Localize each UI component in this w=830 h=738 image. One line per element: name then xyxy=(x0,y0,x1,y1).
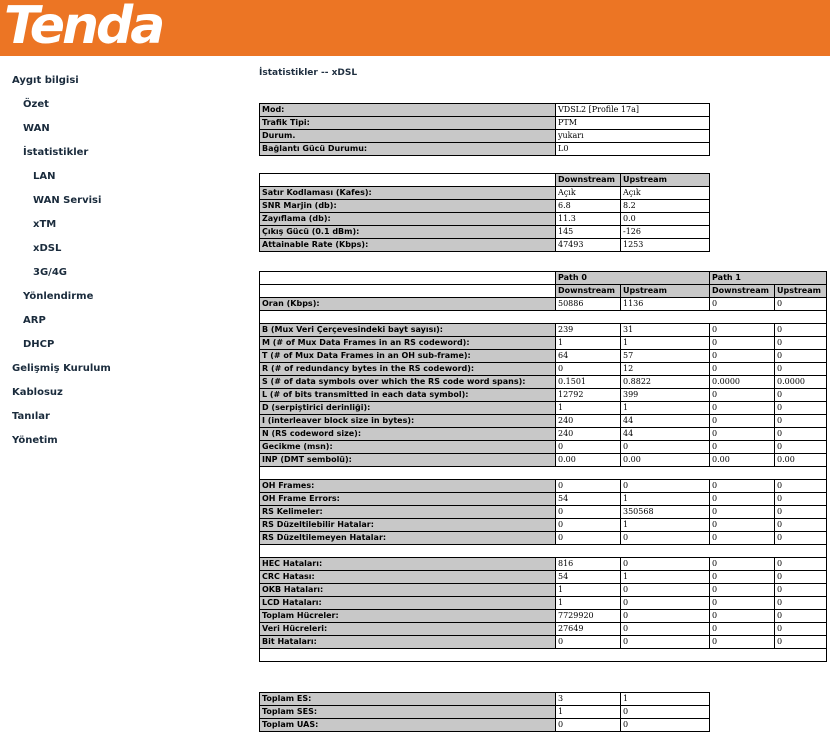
status-value: yukarı xyxy=(556,130,710,143)
stat-value: 57 xyxy=(621,350,710,363)
link-power-label: Bağlantı Gücü Durumu: xyxy=(260,143,556,156)
framing-rows xyxy=(260,324,827,467)
stat-label: CRC Hatası: xyxy=(260,571,556,584)
path0-upstream-header: Upstream xyxy=(621,285,710,298)
stat-value: 0 xyxy=(556,532,621,545)
stat-value: 0 xyxy=(710,571,775,584)
nav-wan[interactable]: WAN xyxy=(23,123,50,134)
tenda-logo[interactable]: Tenda xyxy=(4,0,163,56)
line-row-up: Açık xyxy=(621,187,710,200)
stat-value: 0.0000 xyxy=(775,376,827,389)
stat-label: LCD Hataları: xyxy=(260,597,556,610)
stat-value: 0 xyxy=(710,389,775,402)
main-content xyxy=(210,56,830,738)
stat-label: I (interleaver block size in bytes): xyxy=(260,415,556,428)
stat-value: 240 xyxy=(556,415,621,428)
oh-rows xyxy=(260,480,827,545)
line-row-down: 145 xyxy=(556,226,621,239)
nav-stats-xdsl[interactable]: xDSL xyxy=(33,243,62,254)
stat-label: R (# of redundancy bytes in the RS codeword): xyxy=(260,363,556,376)
line-row-down: 47493 xyxy=(556,239,621,252)
mode-label: Mod: xyxy=(260,104,556,117)
general-table xyxy=(259,103,710,156)
stat-value: 54 xyxy=(556,493,621,506)
totals-table xyxy=(259,692,710,732)
stat-label: HEC Hataları: xyxy=(260,558,556,571)
stat-value: 0 xyxy=(710,597,775,610)
stat-value: 1 xyxy=(621,519,710,532)
stat-value: 0 xyxy=(775,350,827,363)
stat-value: 0 xyxy=(775,337,827,350)
nav-wireless[interactable]: Kablosuz xyxy=(12,387,63,398)
path-stats-table xyxy=(259,271,827,662)
sidebar-nav xyxy=(0,56,210,738)
traffic-type-label: Trafik Tipi: xyxy=(260,117,556,130)
path1-downstream-header: Downstream xyxy=(710,285,775,298)
nav-routing[interactable]: Yönlendirme xyxy=(23,291,94,302)
stat-value: 0 xyxy=(621,623,710,636)
stat-value: 0 xyxy=(556,506,621,519)
nav-device-info[interactable]: Aygıt bilgisi xyxy=(12,75,79,86)
stat-value: 0 xyxy=(710,363,775,376)
stat-value: 0 xyxy=(775,363,827,376)
stat-value: 0 xyxy=(775,636,827,649)
stat-value: 0 xyxy=(621,597,710,610)
stat-value: 0 xyxy=(710,324,775,337)
line-row-down: Açık xyxy=(556,187,621,200)
stat-value: 0 xyxy=(775,415,827,428)
stat-value: 0.00 xyxy=(775,454,827,467)
stat-label: Bit Hataları: xyxy=(260,636,556,649)
stat-value: 0 xyxy=(556,363,621,376)
line-row-label: Attainable Rate (Kbps): xyxy=(260,239,556,252)
stat-value: 0 xyxy=(710,610,775,623)
path1-upstream-header: Upstream xyxy=(775,285,827,298)
stat-label: RS Düzeltilemeyen Hatalar: xyxy=(260,532,556,545)
stat-value: 0 xyxy=(775,623,827,636)
traffic-type-value: PTM xyxy=(556,117,710,130)
total-label: Toplam SES: xyxy=(260,706,556,719)
stat-value: 0 xyxy=(775,428,827,441)
path0-header: Path 0 xyxy=(556,272,710,285)
stat-value: 0 xyxy=(775,506,827,519)
nav-stats-xtm[interactable]: xTM xyxy=(33,219,57,230)
stat-value: 1 xyxy=(621,402,710,415)
stat-label: M (# of Mux Data Frames in an RS codeword): xyxy=(260,337,556,350)
stat-label: Toplam Hücreler: xyxy=(260,610,556,623)
stat-value: 0 xyxy=(775,571,827,584)
line-row-up: 8.2 xyxy=(621,200,710,213)
stat-value: 0.00 xyxy=(556,454,621,467)
stat-value: 0 xyxy=(775,480,827,493)
rate-value: 0 xyxy=(775,298,827,311)
stat-value: 0 xyxy=(775,324,827,337)
nav-statistics[interactable]: İstatistikler xyxy=(23,147,89,158)
stat-value: 1 xyxy=(621,337,710,350)
rate-value: 50886 xyxy=(556,298,621,311)
stat-value: 0 xyxy=(556,519,621,532)
line-row-down: 11.3 xyxy=(556,213,621,226)
stat-label: OH Frames: xyxy=(260,480,556,493)
stat-value: 0 xyxy=(710,506,775,519)
stat-value: 0 xyxy=(621,480,710,493)
nav-arp[interactable]: ARP xyxy=(23,315,46,326)
line-row-label: Satır Kodlaması (Kafes): xyxy=(260,187,556,200)
stat-label: L (# of bits transmitted in each data symbol): xyxy=(260,389,556,402)
total-down: 1 xyxy=(556,706,621,719)
stat-value: 31 xyxy=(621,324,710,337)
stat-label: B (Mux Veri Çerçevesindeki bayt sayısı): xyxy=(260,324,556,337)
stat-value: 239 xyxy=(556,324,621,337)
stat-value: 12 xyxy=(621,363,710,376)
rate-value: 1136 xyxy=(621,298,710,311)
stat-value: 0.8822 xyxy=(621,376,710,389)
total-label: Toplam UAS: xyxy=(260,719,556,732)
stat-value: 27649 xyxy=(556,623,621,636)
stat-value: 0 xyxy=(710,428,775,441)
stat-value: 0 xyxy=(621,558,710,571)
stat-label: RS Kelimeler: xyxy=(260,506,556,519)
page-title: İstatistikler -- xDSL xyxy=(259,68,358,78)
stat-value: 0 xyxy=(710,623,775,636)
error-rows xyxy=(260,558,827,649)
line-row-down: 6.8 xyxy=(556,200,621,213)
mode-value: VDSL2 [Profile 17a] xyxy=(556,104,710,117)
stat-value: 0.0000 xyxy=(710,376,775,389)
stat-value: 816 xyxy=(556,558,621,571)
stat-label: OKB Hataları: xyxy=(260,584,556,597)
stat-value: 0 xyxy=(621,584,710,597)
stat-value: 54 xyxy=(556,571,621,584)
stat-label: Gecikme (msn): xyxy=(260,441,556,454)
stat-value: 0 xyxy=(621,636,710,649)
nav-management[interactable]: Yönetim xyxy=(12,435,58,446)
stat-value: 0 xyxy=(621,610,710,623)
stat-value: 0 xyxy=(621,441,710,454)
path0-downstream-header: Downstream xyxy=(556,285,621,298)
stat-value: 0 xyxy=(710,558,775,571)
nav-summary[interactable]: Özet xyxy=(23,99,49,110)
stat-label: N (RS codeword size): xyxy=(260,428,556,441)
nav-diagnostics[interactable]: Tanılar xyxy=(12,411,50,422)
stat-value: 1 xyxy=(621,571,710,584)
stat-value: 0 xyxy=(710,441,775,454)
stat-value: 0 xyxy=(710,519,775,532)
stat-value: 399 xyxy=(621,389,710,402)
rate-label: Oran (Kbps): xyxy=(260,298,556,311)
total-up: 0 xyxy=(621,719,710,732)
line-row-up: 1253 xyxy=(621,239,710,252)
stat-value: 0 xyxy=(775,597,827,610)
spacer-row xyxy=(260,467,827,480)
line-row-label: SNR Marjin (db): xyxy=(260,200,556,213)
rate-value: 0 xyxy=(710,298,775,311)
stat-value: 0 xyxy=(775,610,827,623)
header-bar xyxy=(0,0,830,56)
nav-stats-wan-service[interactable]: WAN Servisi xyxy=(33,195,102,206)
stat-value: 0 xyxy=(556,441,621,454)
stat-value: 0 xyxy=(775,519,827,532)
nav-stats-3g4g[interactable]: 3G/4G xyxy=(33,267,67,278)
stat-value: 1 xyxy=(556,597,621,610)
stat-value: 0 xyxy=(710,532,775,545)
stat-value: 0 xyxy=(710,337,775,350)
stat-value: 12792 xyxy=(556,389,621,402)
stat-value: 0 xyxy=(775,441,827,454)
stat-value: 0 xyxy=(556,636,621,649)
total-label: Toplam ES: xyxy=(260,693,556,706)
stat-value: 0 xyxy=(710,636,775,649)
total-up: 1 xyxy=(621,693,710,706)
nav-advanced-setup[interactable]: Gelişmiş Kurulum xyxy=(12,363,111,374)
stat-value: 0 xyxy=(556,480,621,493)
stat-value: 0 xyxy=(710,350,775,363)
link-power-value: L0 xyxy=(556,143,710,156)
stat-value: 0 xyxy=(775,493,827,506)
stat-label: OH Frame Errors: xyxy=(260,493,556,506)
stat-value: 0 xyxy=(710,415,775,428)
stat-value: 0 xyxy=(775,402,827,415)
nav-dhcp[interactable]: DHCP xyxy=(23,339,55,350)
stat-value: 0 xyxy=(775,558,827,571)
stat-label: D (serpiştirici derinliği): xyxy=(260,402,556,415)
stat-value: 1 xyxy=(556,402,621,415)
stat-label: INP (DMT sembolü): xyxy=(260,454,556,467)
stat-value: 350568 xyxy=(621,506,710,519)
stat-label: RS Düzeltilebilir Hatalar: xyxy=(260,519,556,532)
total-up: 0 xyxy=(621,706,710,719)
total-down: 0 xyxy=(556,719,621,732)
stat-value: 44 xyxy=(621,428,710,441)
stat-value: 0 xyxy=(775,584,827,597)
line-downstream-header: Downstream xyxy=(556,174,621,187)
stat-value: 0 xyxy=(621,532,710,545)
stat-value: 0 xyxy=(710,493,775,506)
path1-header: Path 1 xyxy=(710,272,827,285)
stat-value: 0 xyxy=(710,402,775,415)
stat-value: 0.00 xyxy=(621,454,710,467)
stat-label: T (# of Mux Data Frames in an OH sub-frame): xyxy=(260,350,556,363)
stat-label: S (# of data symbols over which the RS code word spans): xyxy=(260,376,556,389)
spacer-row xyxy=(260,649,827,662)
stat-value: 0 xyxy=(775,532,827,545)
stat-value: 0.00 xyxy=(710,454,775,467)
stat-value: 0 xyxy=(710,584,775,597)
stat-label: Veri Hücreleri: xyxy=(260,623,556,636)
stat-value: 7729920 xyxy=(556,610,621,623)
stat-value: 0 xyxy=(710,480,775,493)
status-label: Durum. xyxy=(260,130,556,143)
stat-value: 64 xyxy=(556,350,621,363)
stat-value: 0 xyxy=(775,389,827,402)
line-row-up: -126 xyxy=(621,226,710,239)
stat-value: 0.1501 xyxy=(556,376,621,389)
stat-value: 240 xyxy=(556,428,621,441)
line-row-up: 0.0 xyxy=(621,213,710,226)
line-stats-table xyxy=(259,173,710,252)
stat-value: 1 xyxy=(621,493,710,506)
line-upstream-header: Upstream xyxy=(621,174,710,187)
spacer-row xyxy=(260,311,827,324)
stat-value: 1 xyxy=(556,584,621,597)
nav-stats-lan[interactable]: LAN xyxy=(33,171,56,182)
line-row-label: Çıkış Gücü (0.1 dBm): xyxy=(260,226,556,239)
spacer-row xyxy=(260,545,827,558)
stat-value: 1 xyxy=(556,337,621,350)
stat-value: 44 xyxy=(621,415,710,428)
line-row-label: Zayıflama (db): xyxy=(260,213,556,226)
total-down: 3 xyxy=(556,693,621,706)
